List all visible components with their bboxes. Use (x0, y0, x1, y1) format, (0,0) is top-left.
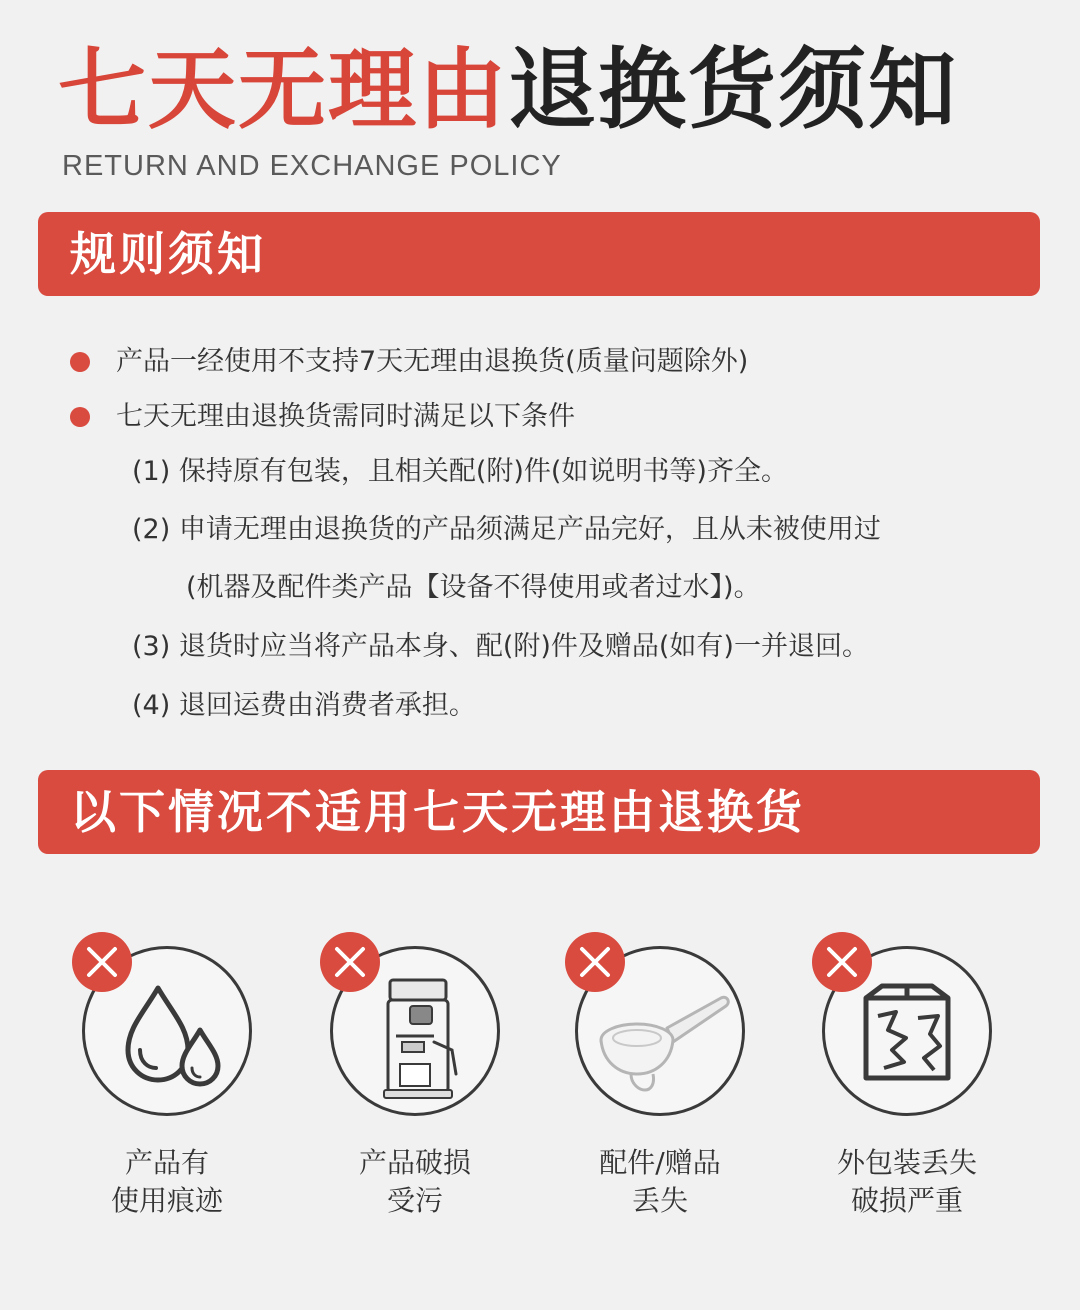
caption-line-1: 配件/赠品 (599, 1146, 721, 1179)
not-allowed-x-icon (565, 932, 625, 992)
page-subtitle: RETURN AND EXCHANGE POLICY (62, 150, 562, 182)
caption-line-1: 外包装丢失 (836, 1146, 977, 1179)
rule-bullet-1: 产品一经使用不支持7天无理由退换货(质量问题除外) (116, 346, 749, 377)
caption-line-2: 使用痕迹 (110, 1184, 223, 1217)
exclusion-item-accessories (565, 932, 765, 1232)
exclusion-item-packaging (812, 932, 1012, 1232)
bullet-dot (70, 352, 90, 372)
bullet-dot (70, 407, 90, 427)
rules-banner: 规则须知 (38, 212, 1040, 296)
condition-2: (2) 申请无理由退换货的产品须满足产品完好，且从未被使用过 (132, 514, 881, 545)
exclusion-caption (300, 1144, 530, 1220)
not-allowed-x-icon (72, 932, 132, 992)
exclusion-caption (545, 1144, 775, 1220)
not-allowed-x-icon (812, 932, 872, 992)
exclusion-item-damaged (320, 932, 520, 1232)
rule-bullet-2: 七天无理由退换货需同时满足以下条件 (116, 401, 575, 432)
page-title-dark: 退换货须知 (508, 38, 959, 141)
caption-line-2: 受污 (386, 1184, 443, 1217)
condition-4: (4) 退回运费由消费者承担。 (132, 690, 476, 721)
exclusions-banner: 以下情况不适用七天无理由退换货 (38, 770, 1040, 854)
exclusion-caption (52, 1144, 282, 1220)
condition-2-continued: (机器及配件类产品【设备不得使用或者过水】)。 (186, 572, 761, 603)
page-title (58, 40, 958, 140)
exclusion-item-used (72, 932, 272, 1232)
caption-line-1: 产品有 (124, 1146, 209, 1179)
condition-3: (3) 退货时应当将产品本身、配(附)件及赠品(如有)一并退回。 (132, 631, 869, 662)
condition-1: (1) 保持原有包装，且相关配(附)件(如说明书等)齐全。 (132, 456, 788, 487)
caption-line-1: 产品破损 (358, 1146, 471, 1179)
caption-line-2: 破损严重 (850, 1184, 963, 1217)
not-allowed-x-icon (320, 932, 380, 992)
page-title-red: 七天无理由 (58, 38, 509, 141)
exclusion-caption (792, 1144, 1022, 1220)
caption-line-2: 丢失 (631, 1184, 688, 1217)
